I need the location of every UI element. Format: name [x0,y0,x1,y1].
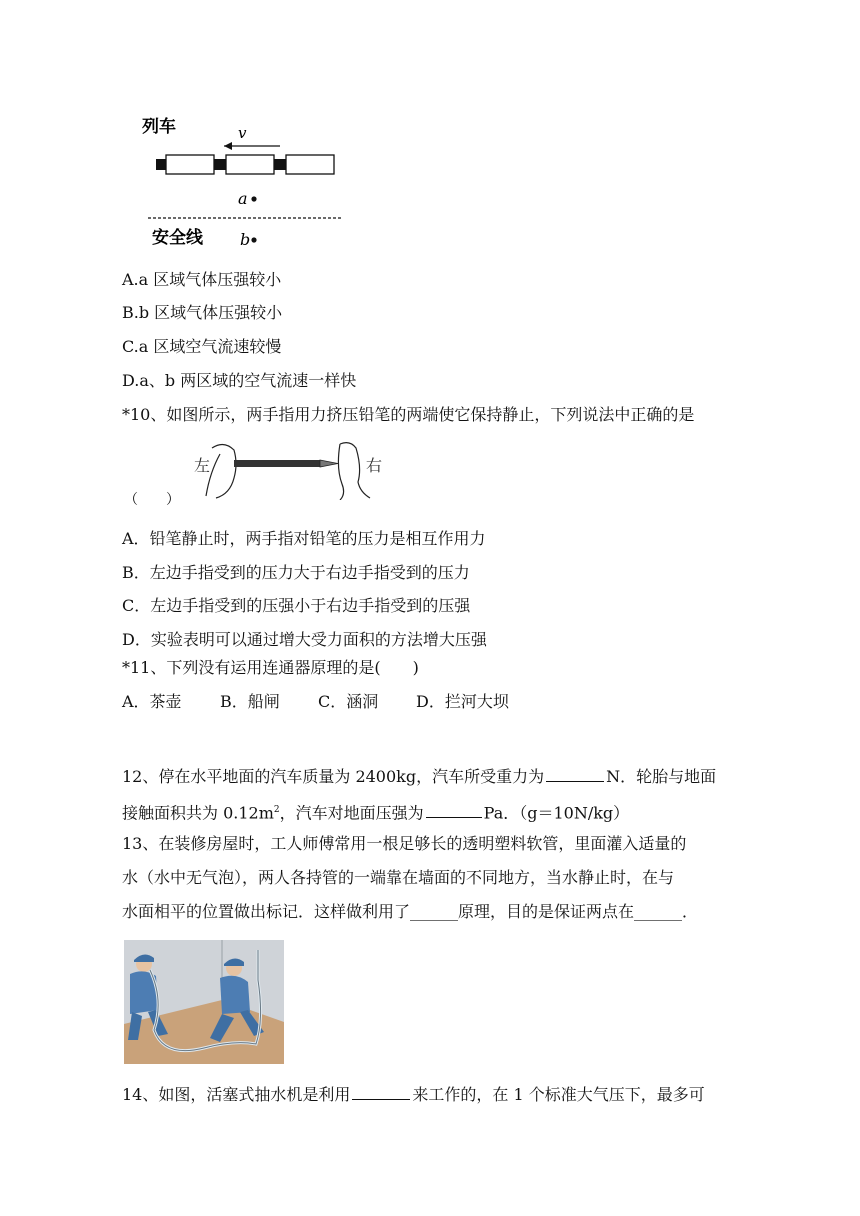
train-coupler [156,159,166,170]
q13-line-1: 13、在装修房屋时，工人师傅常用一根足够长的透明塑料软管，里面灌入适量的 [122,834,687,853]
train-car [226,155,274,174]
q11-option-c: C．涵洞 [318,692,379,711]
train-coupler [274,159,286,170]
q14-text-1: 14、如图，活塞式抽水机是利用 [122,1085,351,1104]
q14-line-1 [122,1084,705,1105]
q14-text-2: 来工作的，在 1 个标准大气压下，最多可 [412,1085,705,1104]
train-car [286,155,334,174]
q10-answer-paren: （ ） [124,492,180,508]
right-label: 右 [366,456,383,475]
train-label: 列车 [142,117,176,137]
q12-text-4: ，汽车对地面压强为 [279,803,424,823]
q9-option-b: B.b 区域气体压强较小 [122,303,283,322]
q11-option-d: D．拦河大坝 [416,692,509,711]
left-finger [206,444,236,498]
q13-blank-principle[interactable]: ______ [410,902,459,921]
q13-text-a: 水面相平的位置做出标记．这样做利用了 [122,902,411,921]
q12-text-5: Pa．（g＝10N/kg） [483,803,630,823]
q9-option-a: A.a 区域气体压强较小 [122,270,282,289]
q12-text-3: 接触面积共为 0.12m [122,803,274,823]
q11-options [122,692,509,712]
q10-option-b: B．左边手指受到的压力大于右边手指受到的压力 [122,563,470,582]
pencil-tip [320,460,338,467]
q13-blank-level[interactable]: ______ [634,902,683,921]
pencil-figure [190,438,390,500]
q12-line-2 [122,800,629,823]
q12-superscript: 2 [273,805,280,815]
q11-option-b: B．船闸 [220,692,280,711]
q13-text-e: ． [682,902,699,921]
train-coupler [214,159,226,170]
q9-option-c: C.a 区域空气流速较慢 [122,337,282,356]
point-a-label: a [238,189,248,208]
q10-option-d: D．实验表明可以通过增大受力面积的方法增大压强 [122,630,487,649]
q10-option-c: C．左边手指受到的压强小于右边手指受到的压强 [122,596,471,615]
q12-blank-gravity[interactable] [546,766,604,782]
q11-stem: *11、下列没有运用连通器原理的是( ) [122,658,419,677]
q12-text-1: 12、停在水平地面的汽车质量为 2400kg，汽车所受重力为 [122,767,545,786]
q14-blank-principle[interactable] [352,1084,410,1100]
workers-illustration [124,940,284,1064]
point-b-label: b [240,230,251,249]
q12-text-2: N．轮胎与地面 [606,767,717,786]
q9-option-d: D.a、b 两区域的空气流速一样快 [122,371,357,390]
point-b [251,237,256,242]
q13-line-3 [122,902,698,922]
q13-text-c: 原理，目的是保证两点在 [458,902,635,921]
q12-blank-pressure[interactable] [426,802,482,818]
point-a [251,196,256,201]
safety-line-label: 安全线 [152,228,203,248]
left-label: 左 [194,456,211,475]
velocity-label: v [238,124,247,142]
q10-stem: *10、如图所示，两手指用力挤压铅笔的两端使它保持静止，下列说法中正确的是 [122,405,695,424]
q12-line-1 [122,766,716,787]
train-figure [140,110,360,250]
q11-option-a: A．茶壶 [122,692,182,711]
q10-option-a: A．铅笔静止时，两手指对铅笔的压力是相互作用力 [122,529,486,548]
pencil-body [234,460,320,467]
train-car [166,155,214,174]
q13-line-2: 水（水中无气泡），两人各持管的一端靠在墙面的不同地方，当水静止时，在与 [122,868,675,887]
